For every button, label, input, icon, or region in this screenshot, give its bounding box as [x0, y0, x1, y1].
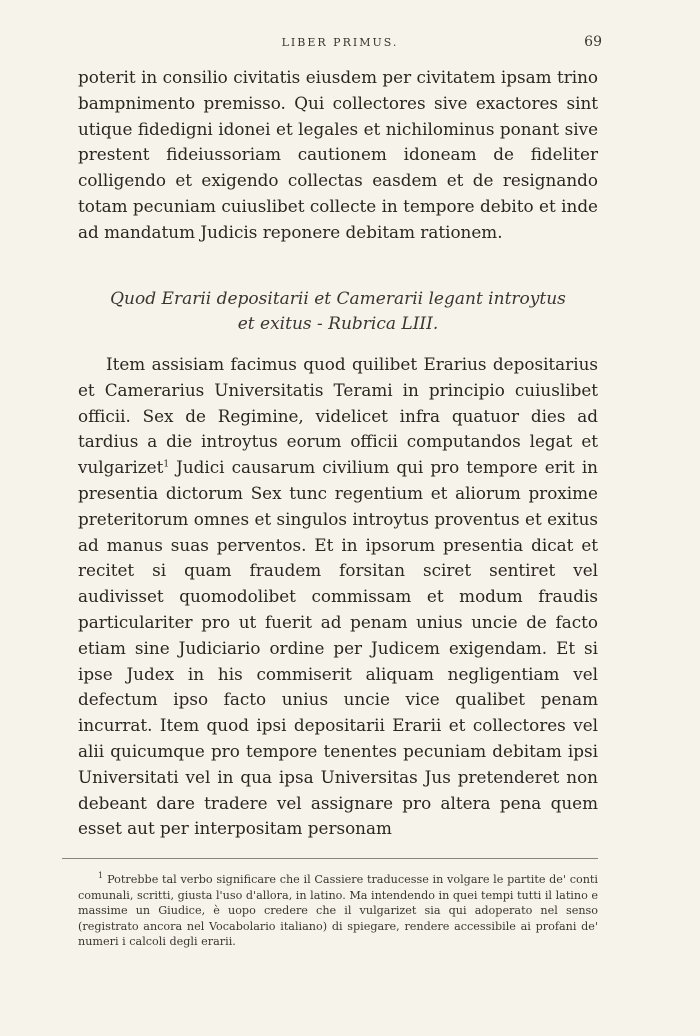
footnote-text: Potrebbe tal verbo significare che il Cassiere traducesse in volgare le partite de' conti comunali, scritti, giusta l'uso d'allora, in latino. Ma intendendo in quei tempi tutti il latino e massime un Giudice, è uopo credere che il vulgarizet sia qui adoperato nel senso (registrato ancora nel Vocabolario italiano) di spiegare, rendere accessibile ai profani de' numeri i calcoli degli erarii. [78, 873, 599, 949]
paragraph-2-text-b: Judici causarum civilium qui pro tempore erit in presentia dictorum Sex tunc regentium et aliorum proxime preteritorum omnes et singulos introytus proventus et exitus ad manus suas perventos. Et in ipsorum presentia dicat et recitet si quam fraudem forsitan sciret sentiret vel audivisset quomodolibet commissam et modum fraudis particulariter pro ut fuerit ad penam unius uncie de facto etiam sine Judiciario ordine per Judicem exigendam. Et si ipse Judex in his commiserit aliquam negligentiam vel defectum ipso facto unius uncie vice qualibet penam incurrat. Item quod ipsi depositarii Erarii et collectores vel alii quicumque pro tempore tenentes pecuniam debitam ipsi Universitati vel in qua ipsa Universitas Jus pretenderet non debeant dare tradere vel assignare pro altera pena quem esset aut per interpositam personam [78, 457, 598, 839]
paragraph-2 [78, 352, 598, 842]
rubric-heading [78, 287, 598, 337]
paragraph-1: poterit in consilio civitatis eiusdem per civitatem ipsam trino bampnimento premisso. Qui collectores sive exactores sint utique fidedigni idonei et legales et nichilominus ponant sive prestent fideiussoriam cautionem idoneam de fideliter colligendo et exigendo collectas easdem et de resignando totam pecuniam cuiuslibet collecte in tempore debito et inde ad mandatum Judicis reponere debitam rationem. [78, 67, 598, 242]
running-head [78, 36, 602, 56]
page-number: 69 [584, 34, 602, 50]
footnote-divider [62, 858, 598, 859]
footnote [78, 872, 598, 950]
running-title: LIBER PRIMUS. [281, 36, 399, 49]
rubric-line-2: et exitus - Rubrica LIII. [237, 314, 439, 334]
paragraph-2-text-a: Item assisiam facimus quod quilibet Erarius depositarius et Camerarius Universitatis Terami in principio cuiuslibet officii. Sex de Regimine, videlicet infra quatuor dies ad tardius a die introytus eorum officii computandos legat et vulgarizet [78, 354, 598, 478]
rubric-line-1: Quod Erarii depositarii et Camerarii legant introytus [110, 289, 566, 309]
footnote-mark: 1 [98, 871, 104, 881]
footnote-reference: 1 [163, 459, 170, 470]
